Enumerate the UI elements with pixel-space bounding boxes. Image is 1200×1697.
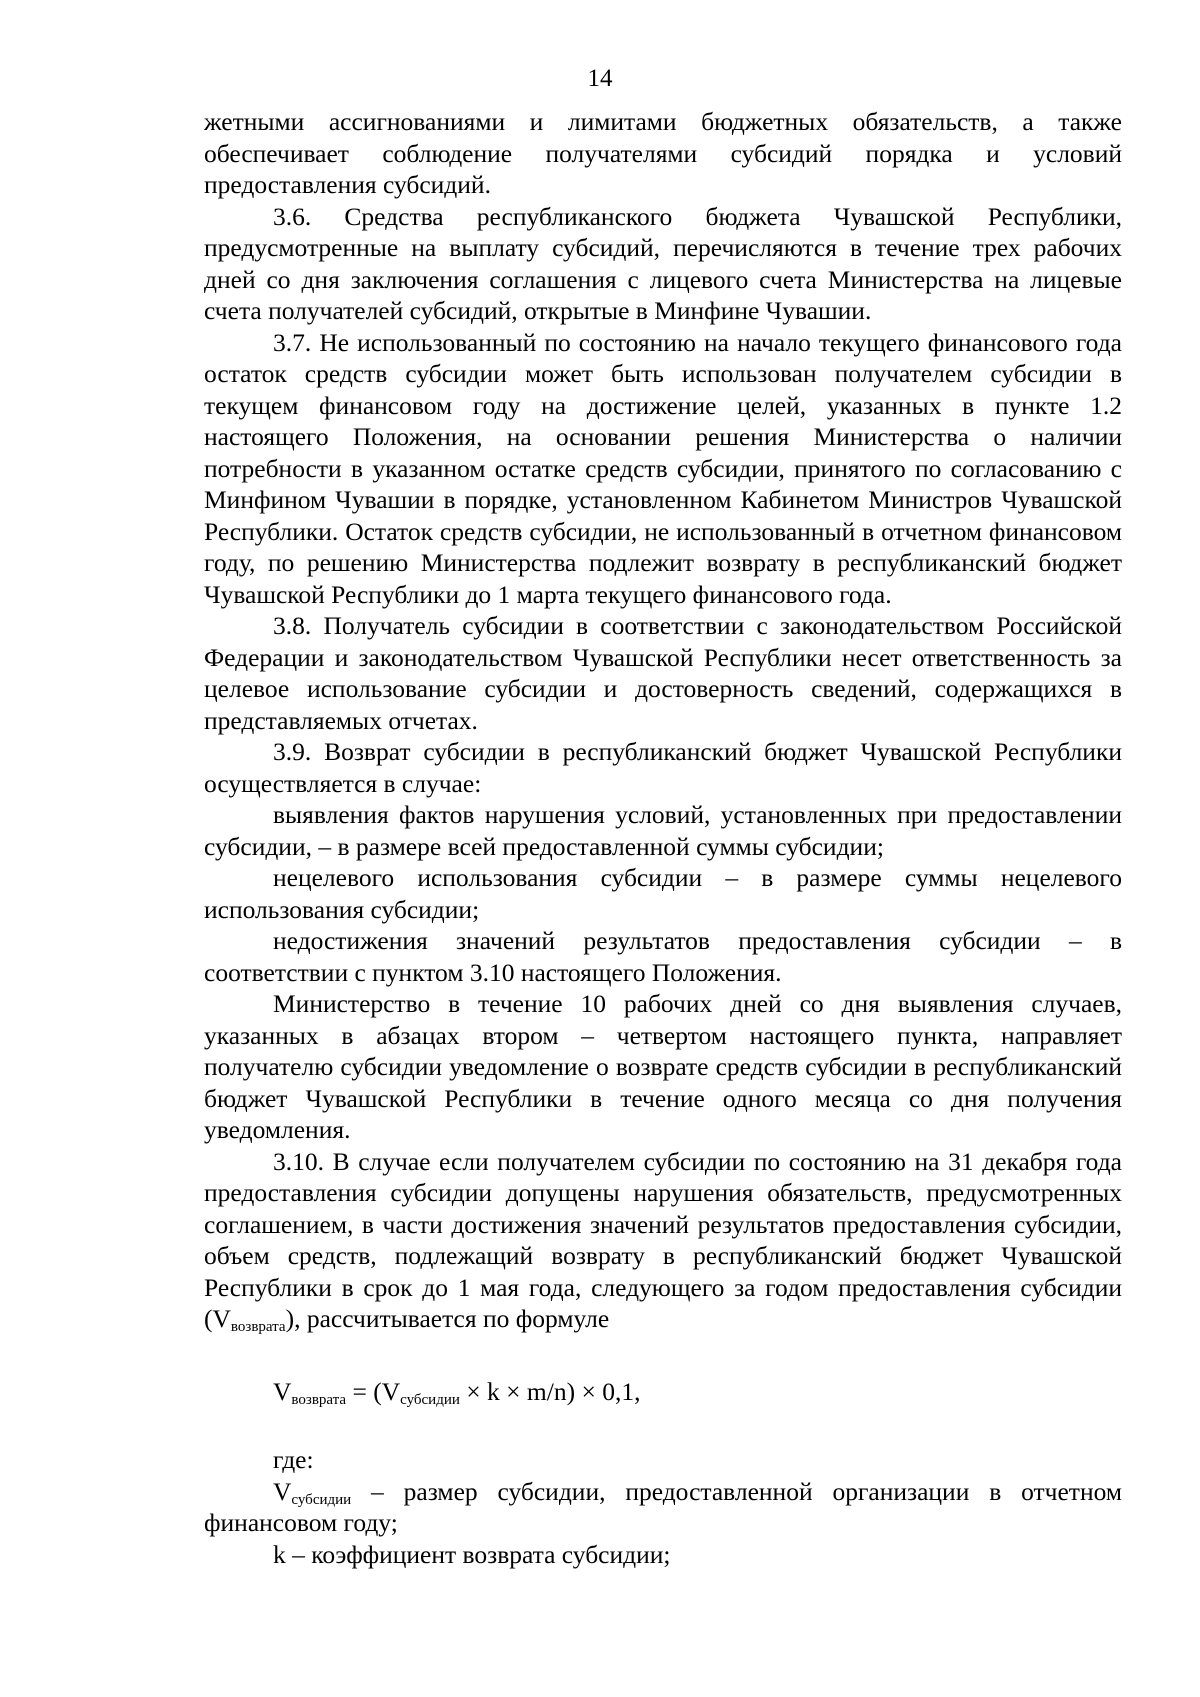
paragraph-3-8: 3.8. Получатель субсидии в соответствии с законодательством Российской Федерации и законодательством Чувашской Республики несет ответственность за целевое использование субсидии и достоверность сведений, содержащихся в представляемых отчетах. bbox=[204, 611, 1122, 735]
paragraph-3-9-case-2: нецелевого использования субсидии – в размере суммы нецелевого использования субсидии; bbox=[204, 863, 1122, 924]
formula-lhs-symbol: V bbox=[273, 1376, 292, 1406]
definition-v-text: – размер субсидии, предоставленной организации в отчетном финансовом году; bbox=[204, 1476, 1122, 1537]
definitions-where: где: bbox=[273, 1445, 314, 1474]
formula-lhs-subscript: возврата bbox=[291, 1391, 347, 1408]
document-body bbox=[204, 106, 1122, 1570]
definition-k: k – коэффициент возврата субсидии; bbox=[273, 1539, 671, 1569]
formula-eq-open: = (V bbox=[346, 1376, 401, 1406]
paragraph-3-10-text: 3.10. В случае если получателем субсидии по состоянию на 31 декабря года предоставления субсидии допущены нарушения обязательств, предусмотренных соглашением, в части достижения значений результатов предоставления субсидии, объем средств, подлежащий возврату в республиканский бюджет Чувашской Республики в срок до 1 мая года, следующего за годом предоставления субсидии (V bbox=[204, 1146, 1122, 1333]
paragraph-3-6: 3.6. Средства республиканского бюджета Чувашской Республики, предусмотренные на выплату субсидий, перечисляются в течение трех рабочих дней со дня заключения соглашения с лицевого счета Министерства на лицевые счета получателей субсидий, открытые в Минфине Чувашии. bbox=[204, 201, 1122, 325]
paragraph-continuation: жетными ассигнованиями и лимитами бюджетных обязательств, а также обеспечивает соблюдение получателями субсидий порядка и условий предоставления субсидий. bbox=[204, 107, 1122, 199]
definition-v-subscript: субсидии bbox=[291, 1491, 352, 1508]
paragraph-3-10 bbox=[204, 1146, 1122, 1335]
page-number: 14 bbox=[587, 65, 613, 92]
paragraph-3-9-case-3: недостижения значений результатов предоставления субсидии – в соответствии с пунктом 3.10 настоящего Положения. bbox=[204, 926, 1122, 987]
formula-rhs-subscript: субсидии bbox=[400, 1391, 460, 1408]
return-formula bbox=[204, 1376, 1122, 1408]
paragraph-ministry-notice: Министерство в течение 10 рабочих дней со дня выявления случаев, указанных в абзацах втором – четвертом настоящего пункта, направляет получателю субсидии уведомление о возврате средств субсидии в республиканский бюджет Чувашской Республики в течение одного месяца со дня получения уведомления. bbox=[204, 989, 1122, 1144]
definition-v-symbol: V bbox=[273, 1476, 292, 1506]
paragraph-3-7: 3.7. Не использованный по состоянию на начало текущего финансового года остаток средств субсидии может быть использован получателем субсидии в текущем финансовом году на достижение целей, указанных в пункте 1.2 настоящего Положения, на основании решения Министерства о наличии потребности в указанном остатке средств субсидии, принятого по согласованию с Минфином Чувашии в порядке, установленном Кабинетом Министров Чувашской Республики. Остаток средств субсидии, не использованный в отчетном финансовом году, по решению Министерства подлежит возврату в республиканский бюджет Чувашской Республики до 1 марта текущего финансового года. bbox=[204, 327, 1122, 609]
paragraph-3-10-tail: ), рассчитывается по формуле bbox=[285, 1304, 610, 1333]
paragraph-3-10-subscript: возврата bbox=[230, 1319, 286, 1335]
paragraph-3-9-case-1: выявления фактов нарушения условий, установленных при предоставлении субсидии, – в размере всей предоставленной суммы субсидии; bbox=[204, 800, 1122, 861]
formula-rest: × k × m/n) × 0,1, bbox=[459, 1376, 641, 1406]
definition-v-subsidy bbox=[204, 1476, 1122, 1539]
paragraph-3-9: 3.9. Возврат субсидии в республиканский бюджет Чувашской Республики осуществляется в случае: bbox=[204, 737, 1122, 798]
